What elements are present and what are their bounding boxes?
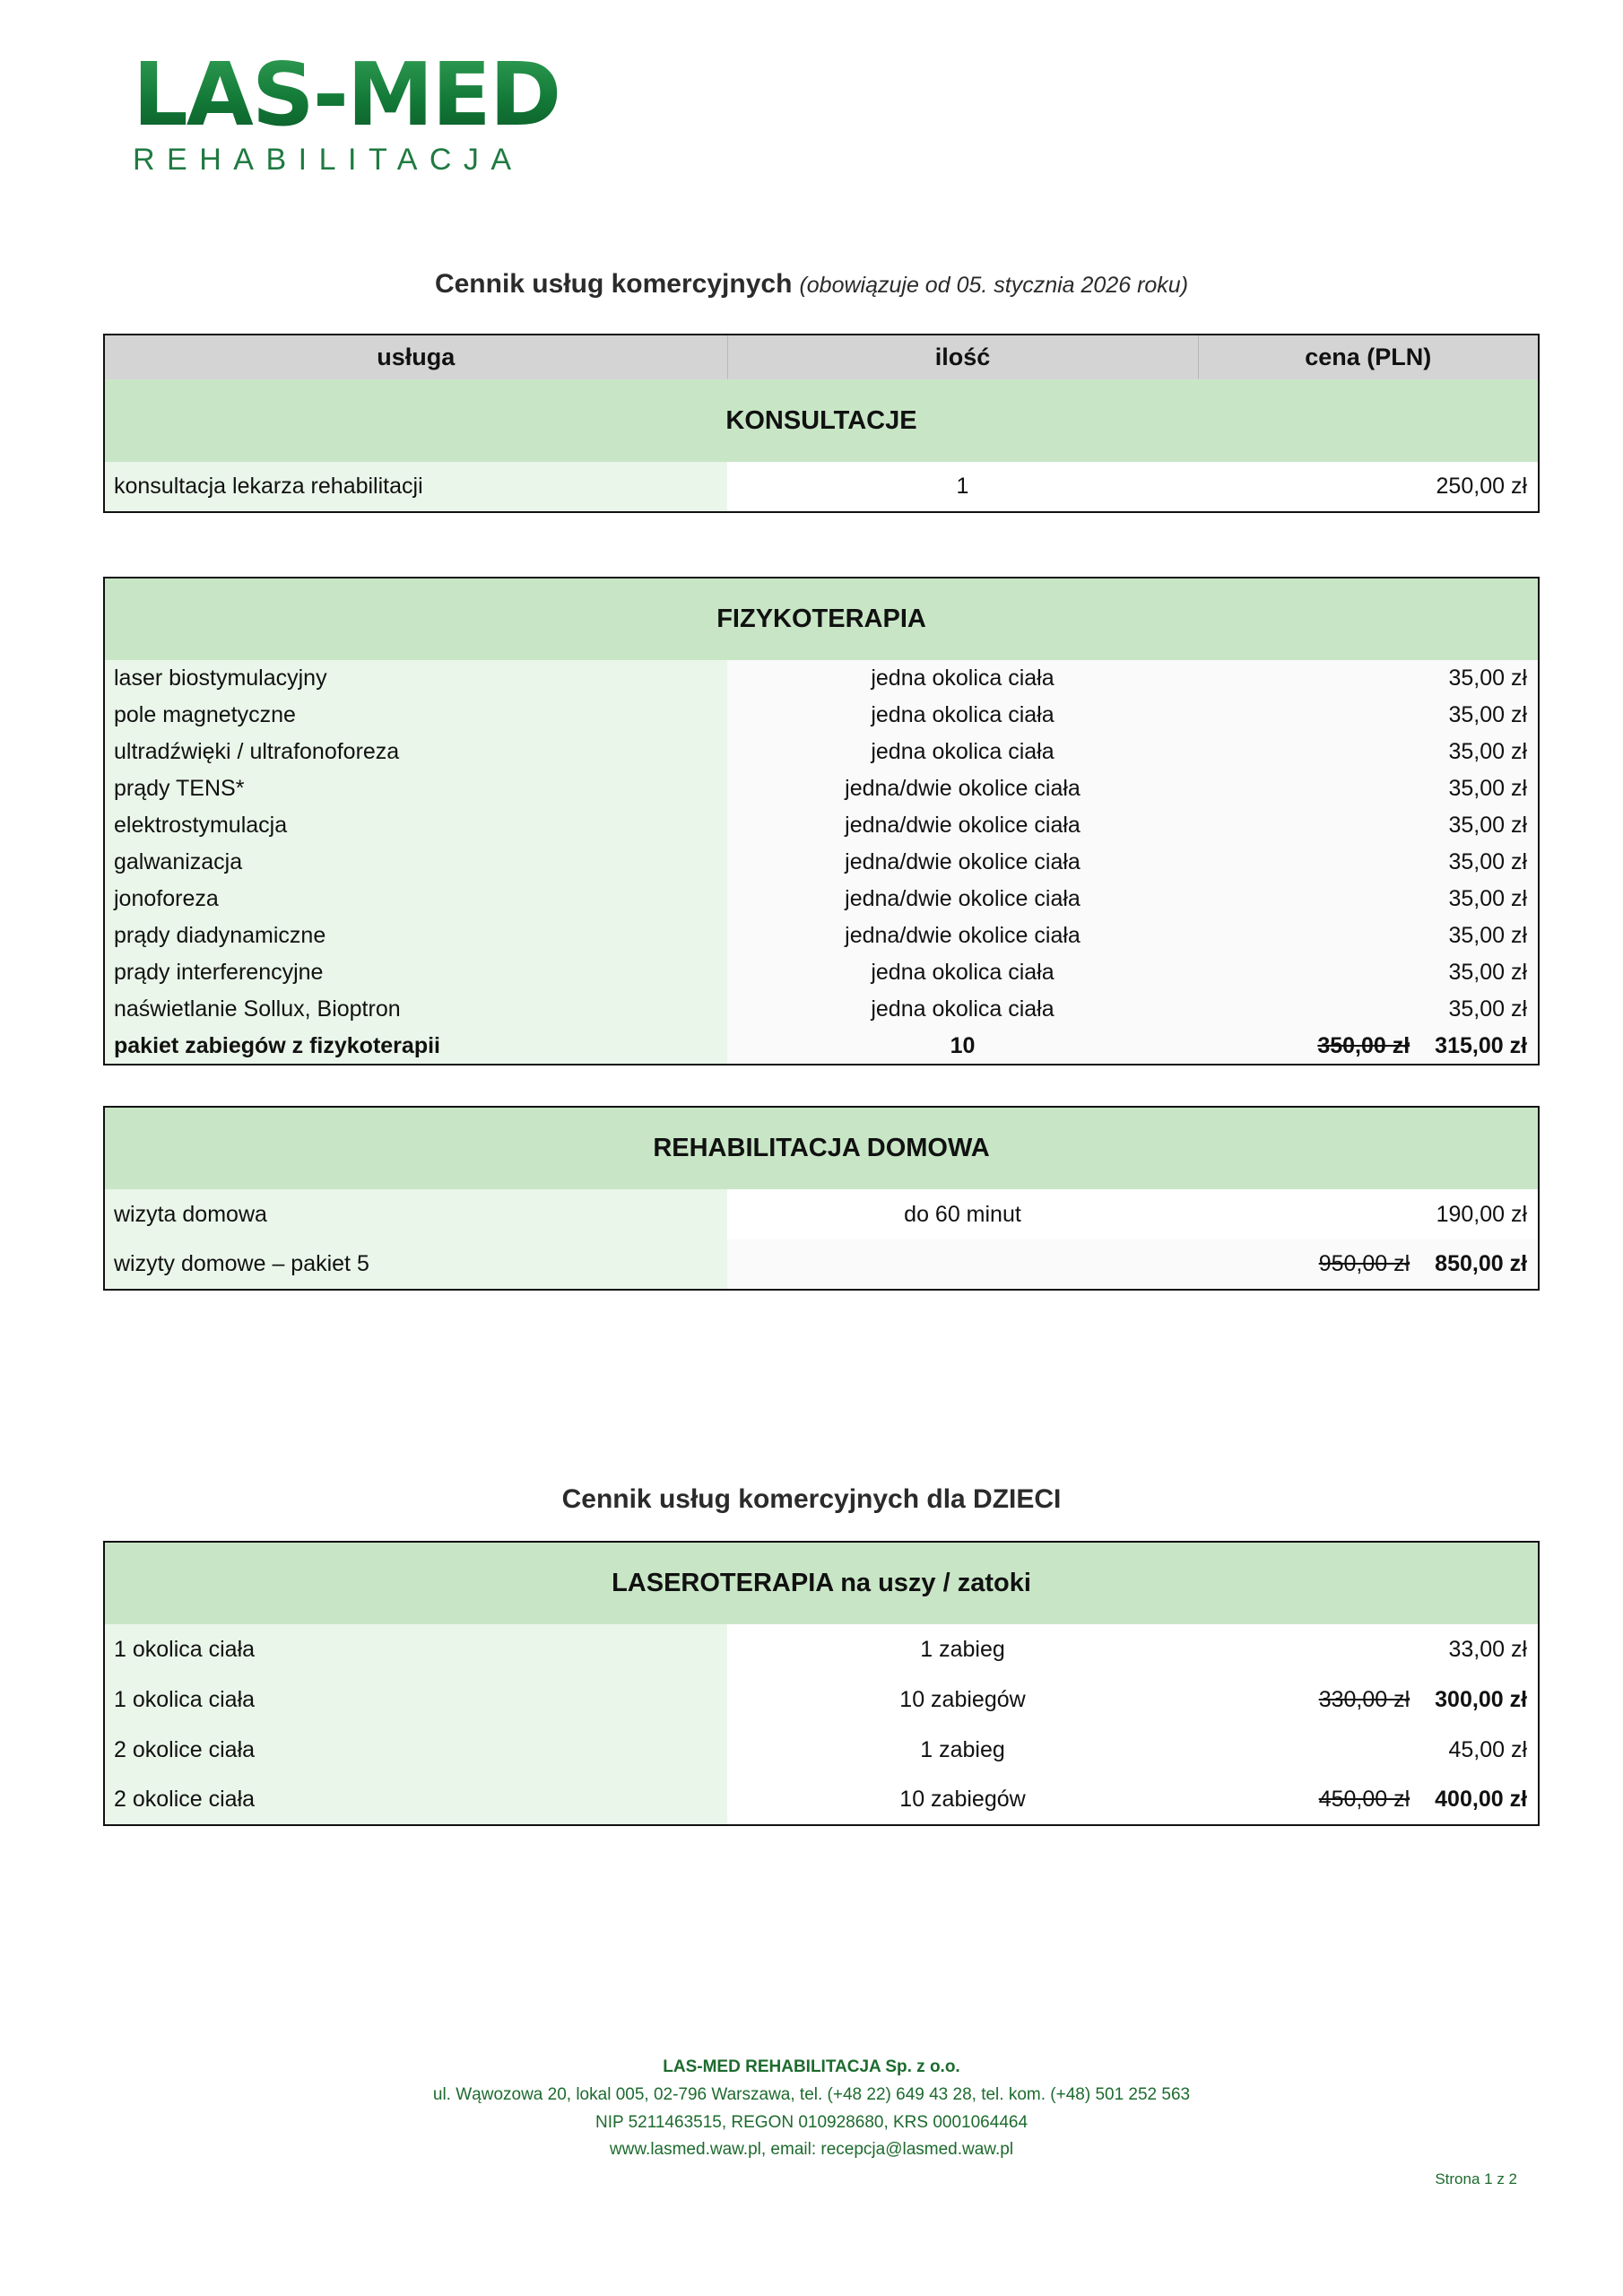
page-title-note: (obowiązuje od 05. stycznia 2026 roku) xyxy=(799,273,1189,298)
section-header-laseroterapia xyxy=(104,1542,1539,1624)
column-header-quantity: ilość xyxy=(727,335,1198,379)
footer-company: LAS-MED REHABILITACJA Sp. z o.o. xyxy=(663,2057,960,2076)
page-title xyxy=(0,269,1623,300)
cell-quantity: jedna/dwie okolice ciała xyxy=(727,770,1198,807)
cell-service: prądy interferencyjne xyxy=(104,954,727,991)
section-title: REHABILITACJA DOMOWA xyxy=(104,1107,1539,1189)
cell-new-price: 300,00 zł xyxy=(1435,1686,1528,1712)
cell-service: jonoforeza xyxy=(104,881,727,918)
table-row xyxy=(104,954,1539,991)
cell-service: naświetlanie Sollux, Bioptron xyxy=(104,991,727,1028)
footer-address: ul. Wąwozowa 20, lokal 005, 02-796 Warszawa, tel. (+48 22) 649 43 28, tel. kom. (+48) 501 252 563 xyxy=(432,2084,1191,2104)
cell-price: 45,00 zł xyxy=(1198,1725,1539,1775)
cell-old-price: 330,00 zł xyxy=(1318,1686,1410,1712)
cell-price: 35,00 zł xyxy=(1198,697,1539,734)
table-row xyxy=(104,734,1539,770)
section-title: FIZYKOTERAPIA xyxy=(104,578,1539,660)
cell-service: 1 okolica ciała xyxy=(104,1674,727,1725)
table-header-row xyxy=(104,335,1539,379)
document-footer xyxy=(0,2054,1623,2164)
section-header-fizykoterapia xyxy=(104,578,1539,660)
table-row xyxy=(104,1725,1539,1775)
section-header-konsultacje xyxy=(104,379,1539,462)
cell-quantity: jedna/dwie okolice ciała xyxy=(727,844,1198,881)
cell-service: ultradźwięki / ultrafonoforeza xyxy=(104,734,727,770)
footer-ids: NIP 5211463515, REGON 010928680, KRS 0001064464 xyxy=(595,2112,1028,2132)
cell-quantity: jedna/dwie okolice ciała xyxy=(727,807,1198,844)
cell-service: konsultacja lekarza rehabilitacji xyxy=(104,462,727,512)
table-row xyxy=(104,770,1539,807)
column-header-service: usługa xyxy=(104,335,727,379)
cell-price: 35,00 zł xyxy=(1198,807,1539,844)
cell-price xyxy=(1198,1239,1539,1290)
company-logo xyxy=(133,44,707,178)
cell-quantity: 10 xyxy=(727,1028,1198,1065)
cell-quantity xyxy=(727,1239,1198,1290)
cell-quantity: jedna/dwie okolice ciała xyxy=(727,881,1198,918)
cell-quantity: 1 xyxy=(727,462,1198,512)
cell-price: 190,00 zł xyxy=(1198,1189,1539,1239)
cell-old-price: 450,00 zł xyxy=(1318,1787,1410,1812)
cell-service: 1 okolica ciała xyxy=(104,1624,727,1674)
table-konsultacje xyxy=(103,334,1540,513)
cell-price: 250,00 zł xyxy=(1198,462,1539,512)
cell-quantity: jedna/dwie okolice ciała xyxy=(727,918,1198,954)
cell-price: 35,00 zł xyxy=(1198,734,1539,770)
table-row xyxy=(104,1189,1539,1239)
table-row-package xyxy=(104,1028,1539,1065)
table-row xyxy=(104,1775,1539,1825)
section-header-rehabilitacja-domowa xyxy=(104,1107,1539,1189)
cell-service: laser biostymulacyjny xyxy=(104,660,727,697)
cell-price xyxy=(1198,1674,1539,1725)
table-row xyxy=(104,1239,1539,1290)
table-row xyxy=(104,697,1539,734)
cell-service: wizyty domowe – pakiet 5 xyxy=(104,1239,727,1290)
cell-service: prądy diadynamiczne xyxy=(104,918,727,954)
cell-service: elektrostymulacja xyxy=(104,807,727,844)
cell-quantity: jedna okolica ciała xyxy=(727,697,1198,734)
table-rehabilitacja-domowa xyxy=(103,1106,1540,1291)
cell-price: 35,00 zł xyxy=(1198,660,1539,697)
cell-price: 35,00 zł xyxy=(1198,844,1539,881)
cell-service: pole magnetyczne xyxy=(104,697,727,734)
kids-section-title: Cennik usług komercyjnych dla DZIECI xyxy=(561,1484,1062,1514)
table-row xyxy=(104,918,1539,954)
cell-quantity: 1 zabieg xyxy=(727,1725,1198,1775)
cell-price: 35,00 zł xyxy=(1198,991,1539,1028)
cell-quantity: jedna okolica ciała xyxy=(727,991,1198,1028)
cell-price: 33,00 zł xyxy=(1198,1624,1539,1674)
cell-service: prądy TENS* xyxy=(104,770,727,807)
table-row xyxy=(104,462,1539,512)
section-title: LASEROTERAPIA na uszy / zatoki xyxy=(104,1542,1539,1624)
logo-tagline: REHABILITACJA xyxy=(133,143,524,178)
cell-price: 35,00 zł xyxy=(1198,881,1539,918)
cell-price: 35,00 zł xyxy=(1198,954,1539,991)
cell-price: 35,00 zł xyxy=(1198,918,1539,954)
cell-new-price: 315,00 zł xyxy=(1435,1032,1528,1058)
cell-quantity: jedna okolica ciała xyxy=(727,954,1198,991)
cell-quantity: jedna okolica ciała xyxy=(727,660,1198,697)
cell-old-price: 350,00 zł xyxy=(1317,1032,1410,1058)
table-row xyxy=(104,1674,1539,1725)
cell-quantity: do 60 minut xyxy=(727,1189,1198,1239)
cell-quantity: jedna okolica ciała xyxy=(727,734,1198,770)
cell-service: pakiet zabiegów z fizykoterapii xyxy=(104,1028,727,1065)
table-fizykoterapia xyxy=(103,577,1540,1065)
cell-price: 35,00 zł xyxy=(1198,770,1539,807)
table-row xyxy=(104,881,1539,918)
table-row xyxy=(104,991,1539,1028)
cell-quantity: 1 zabieg xyxy=(727,1624,1198,1674)
column-header-price: cena (PLN) xyxy=(1198,335,1539,379)
cell-quantity: 10 zabiegów xyxy=(727,1674,1198,1725)
table-row xyxy=(104,807,1539,844)
cell-price xyxy=(1198,1028,1539,1065)
page-title-text: Cennik usług komercyjnych xyxy=(434,269,793,299)
cell-service: wizyta domowa xyxy=(104,1189,727,1239)
table-row xyxy=(104,1624,1539,1674)
cell-service: 2 okolice ciała xyxy=(104,1775,727,1825)
table-row xyxy=(104,844,1539,881)
cell-new-price: 400,00 zł xyxy=(1435,1787,1528,1812)
section-title: KONSULTACJE xyxy=(104,379,1539,462)
cell-new-price: 850,00 zł xyxy=(1435,1251,1528,1276)
cell-quantity: 10 zabiegów xyxy=(727,1775,1198,1825)
table-row xyxy=(104,660,1539,697)
cell-old-price: 950,00 zł xyxy=(1318,1251,1410,1276)
cell-service: galwanizacja xyxy=(104,844,727,881)
logo-wordmark: LAS-MED xyxy=(133,52,707,137)
page-number: Strona 1 z 2 xyxy=(1435,2170,1517,2187)
table-laseroterapia xyxy=(103,1541,1540,1826)
footer-web: www.lasmed.waw.pl, email: recepcja@lasmed.waw.pl xyxy=(609,2140,1014,2160)
cell-price xyxy=(1198,1775,1539,1825)
cell-service: 2 okolice ciała xyxy=(104,1725,727,1775)
